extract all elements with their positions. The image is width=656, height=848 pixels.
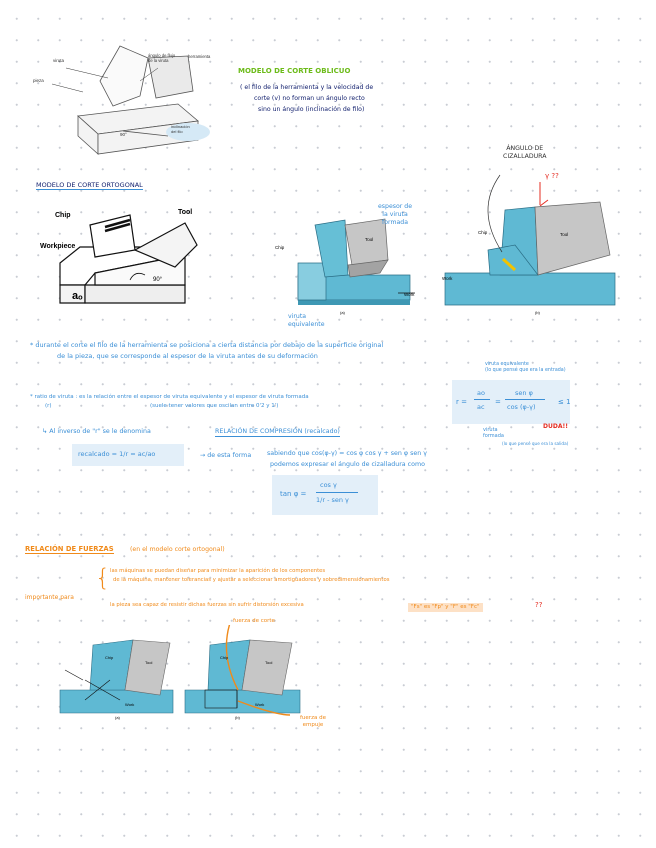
oblique-line3: sino un ángulo (inclinación de filo) (258, 106, 365, 113)
r-eq-label: r = (456, 398, 467, 406)
r-formula-box (452, 380, 570, 424)
caption-a: (a) (340, 310, 345, 315)
orthogonal-b-drawing (440, 170, 620, 325)
label-chip: Chip (55, 212, 71, 219)
forces-chip-a: Chip (105, 655, 114, 660)
label-90deg-2: 90° (153, 277, 163, 283)
r-sen-phi: sen φ (515, 389, 533, 397)
forces-work-a: Work (125, 702, 135, 707)
tan-phi-fraction-bar (316, 492, 358, 493)
note-fuerza-corte: fuerza de corte (233, 618, 275, 624)
inverse-highlight: RELACIÓN DE COMPRESIÓN (recalcado) (215, 428, 340, 435)
forces-line1b: de la máquina, mantener tolerancias y ajustar a seleccionar amortiguadores y sobredimensionamientos (113, 577, 390, 583)
tan-phi-denominator: 1/r - sen γ (316, 496, 349, 504)
note-fuerza-empuje: fuerza de empuje (300, 715, 326, 728)
tan-phi-numerator: cos γ (320, 481, 337, 489)
forces-title: RELACIÓN DE FUERZAS (25, 545, 114, 553)
orthogonal-block-figure (35, 195, 215, 307)
note-viruta-equivalente: viruta equivalente (288, 313, 325, 328)
orthogonal-b-figure (440, 170, 620, 325)
label-tool: Tool (178, 209, 193, 216)
label-tool-b: Tool (560, 232, 569, 237)
forces-cap-b: (b) (235, 715, 240, 720)
forces-chip-b: Chip (220, 655, 229, 660)
ratio-bullet-line1: * ratio de viruta : es la relación entre el espesor de viruta equivalente y el espesor de viruta formada (30, 394, 309, 400)
label-ao: aₒ (72, 290, 83, 302)
forces-tool-b: Tool (265, 660, 273, 665)
forces-eqn: "Fs" es "Fp" y "F" es "Fc" (408, 603, 483, 612)
paragraph1-line1: * durante el corte el filo de la herramienta se posiciona a cierta distancia por debajo de la superficie original (30, 341, 384, 349)
sabiendo-text: sabiendo que cos(φ-γ) = cos φ cos γ + sen φ sen γ (267, 450, 427, 457)
r-cos-phi-gamma: cos (φ-γ) (507, 403, 536, 411)
label-herramienta: herramienta (188, 54, 211, 59)
label-chip-a: Chip (275, 245, 285, 250)
r-ao: ao (477, 389, 485, 397)
note-espesor-formada: espesor de la viruta formada (378, 203, 413, 226)
label-viruta: viruta (53, 58, 65, 63)
note-viruta-equivalente-right: viruta equivalente (lo que pensé que era la entrada) (485, 362, 566, 373)
note-gamma-question: γ ?? (545, 172, 559, 180)
label-workpiece: Workpiece (40, 243, 76, 250)
forces-b-drawing (180, 625, 305, 720)
inverse-line: ↳ Al inverso de "r" se le denomina (42, 428, 151, 435)
label-inclinacion: inclinación del filo (171, 124, 190, 134)
r-fraction-bar-2 (505, 399, 545, 400)
r-eq-sign: = (495, 398, 501, 406)
ratio-bullet-line2: (suele tener valores que oscilan entre 0'2 y 1') (150, 403, 279, 409)
oblique-cutting-figure (28, 36, 218, 166)
note-viruta-formada: viruta formada (483, 427, 504, 440)
forces-cap-a: (a) (115, 715, 120, 720)
forces-importante: importante para (25, 594, 74, 601)
label-work-b: Work (442, 276, 453, 281)
paragraph1-line2: de la pieza, que se corresponde al espesor de la viruta antes de su deformación (57, 352, 318, 360)
note-formada-sub: (lo que pensé que era la salida) (502, 441, 569, 446)
label-pieza: pieza (33, 78, 44, 83)
r-fraction-bar-1 (474, 399, 490, 400)
forces-b-figure (180, 625, 305, 720)
forces-work-b: Work (255, 702, 265, 707)
forces-subtitle: (en el modelo corte ortogonal) (130, 546, 225, 553)
forces-brace: { (95, 564, 111, 592)
label-tool-a: Tool (365, 237, 374, 242)
forces-tool-a: Tool (145, 660, 153, 665)
label-angulo-flujo: ángulo de flujo de la viruta (148, 53, 176, 63)
recalcado-formula: recalcado = 1/r = ac/ao (78, 450, 156, 458)
forces-a-figure (55, 625, 175, 720)
orthogonal-title: MODELO DE CORTE ORTOGONAL (36, 181, 143, 189)
arrow-text: → de esta forma (200, 452, 252, 459)
tan-phi-label: tan φ = (280, 490, 307, 498)
r-ac: ac (477, 403, 485, 411)
forces-a-drawing (55, 625, 175, 720)
forces-question: ?? (535, 601, 543, 609)
ratio-bullet-r: (r) (45, 403, 52, 409)
oblique-line1: ( el filo de la herramienta y la velocidad de (240, 84, 374, 91)
r-le-one: ≤ 1 (558, 398, 571, 406)
podemos-text: podemos expresar el ángulo de cizalladura como (270, 461, 425, 468)
note-duda: DUDA!! (543, 423, 568, 430)
label-work-a: Work (404, 292, 415, 297)
label-chip-b: Chip (478, 230, 488, 235)
note-angulo-cizalladura: ÁNGULO DE CIZALLADURA (503, 145, 547, 160)
oblique-line2: corte (v) no forman un ángulo recto (254, 95, 365, 102)
oblique-title: MODELO DE CORTE OBLICUO (238, 67, 351, 75)
label-90deg: 90° (120, 132, 127, 137)
caption-b: (b) (535, 310, 540, 315)
forces-line2: la pieza sea capaz de resistir dichas fuerzas sin sufrir distorsión excesiva (110, 602, 304, 608)
forces-line1a: las máquinas se puedan diseñar para minimizar la aparición de los componentes (110, 568, 326, 574)
